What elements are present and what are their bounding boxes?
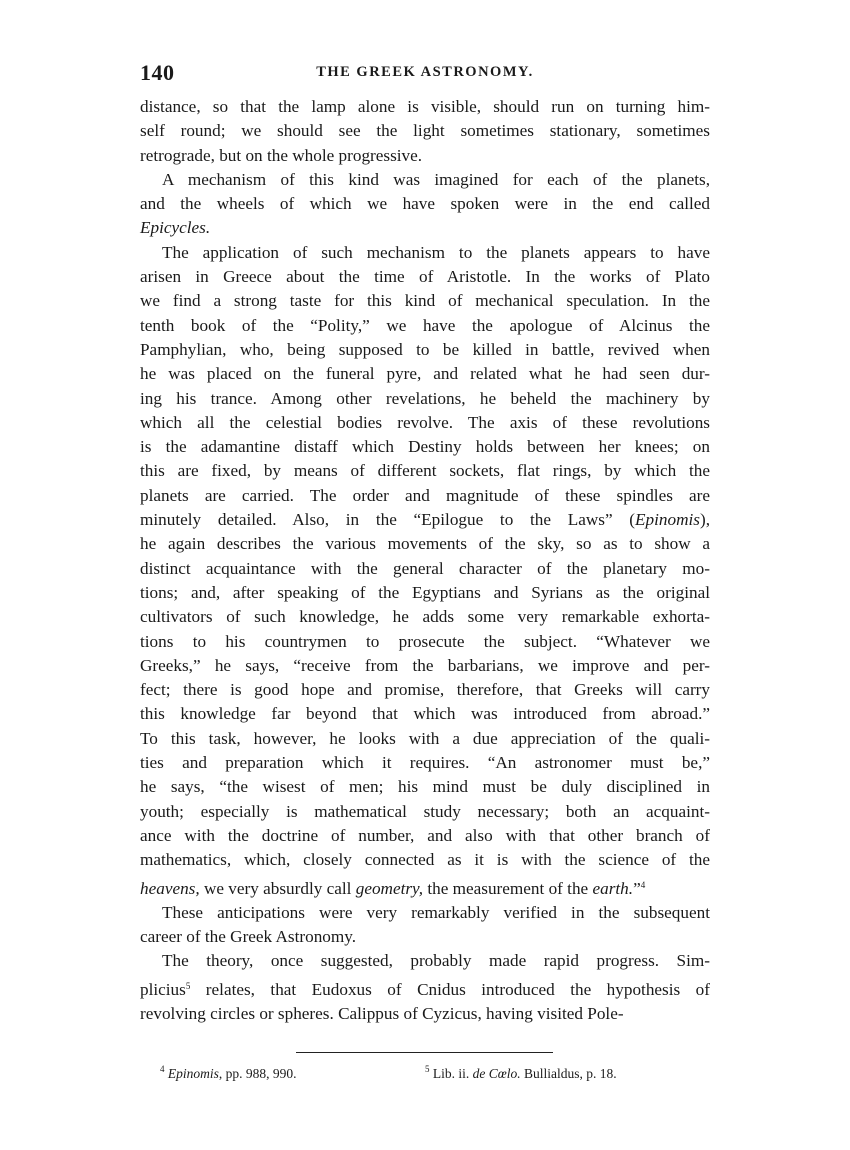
text-line: mathematics, which, closely connected as it is with the science of the [140,850,710,870]
text-line: To this task, however, he looks with a due appreciation of the quali- [140,728,710,748]
text-line: which all the celestial bodies revolve. The axis of these revolutions [140,412,710,432]
text-line: Pamphylian, who, being supposed to be killed in battle, revived when [140,339,710,359]
text-line: is the adamantine distaff which Destiny holds between her knees; on [140,437,710,457]
text-line: ing his trance. Among other revelations, he beheld the machinery by [140,388,710,408]
footnotes [160,1064,700,1086]
text-line: tenth book of the “Polity,” we have the apologue of Alcinus the [140,315,710,335]
text-line: we find a strong taste for this kind of mechanical speculation. In the [140,291,710,311]
text-line: self round; we should see the light sometimes stationary, sometimes [140,121,710,141]
paragraph [140,901,710,950]
text-line: he again describes the various movements of the sky, so as to show a [140,534,710,554]
text-line: Epicycles. [140,218,211,238]
running-title: THE GREEK ASTRONOMY. [316,64,534,80]
text-line: minutely detailed. Also, in the “Epilogue to the Laws” (Epinomis), [140,510,710,530]
page-number: 140 [140,60,175,85]
text-line: tions to his countrymen to prosecute the subject. “Whatever we [140,631,710,651]
text-line: arisen in Greece about the time of Aristotle. In the works of Plato [140,267,710,287]
paragraph [140,168,710,241]
text-line: revolving circles or spheres. Calippus of Cyzicus, having visited Pole- [140,1003,624,1023]
text-line: The application of such mechanism to the planets appears to have [162,242,710,262]
text-line: heavens, we very absurdly call geometry, the measurement of the earth.”$^4$ [140,878,646,898]
paragraph [140,241,710,901]
footnote-rule [296,1052,553,1053]
text-line: cultivators of such knowledge, he adds some very remarkable exhorta- [140,607,710,627]
text-line: planets are carried. The order and magnitude of these spindles are [140,485,710,505]
paragraph [140,95,710,168]
text-line: youth; especially is mathematical study necessary; both an acquaint- [140,801,710,821]
text-line: and the wheels of which we have spoken were in the end called [140,194,710,214]
text-line: The theory, once suggested, probably made rapid progress. Sim- [162,951,710,971]
text-line: he says, “the wisest of men; his mind must be duly disciplined in [140,777,710,797]
page-header [140,60,710,86]
text-line: tions; and, after speaking of the Egyptians and Syrians as the original [140,582,710,602]
text-line: A mechanism of this kind was imagined for each of the planets, [162,169,710,189]
text-line: this knowledge far beyond that which was introduced from abroad.” [140,704,710,724]
paragraph [140,949,710,1026]
text-line: distinct acquaintance with the general character of the planetary mo- [140,558,710,578]
text-line: this are fixed, by means of different sockets, flat rings, by which the [140,461,710,481]
text-line: retrograde, but on the whole progressive. [140,145,423,165]
text-line: ance with the doctrine of number, and also with that other branch of [140,825,710,845]
text-line: These anticipations were very remarkably verified in the subsequent [162,902,710,922]
footnote-4: $^4$ Epinomis, pp. 988, 990. [160,1064,297,1081]
text-line: Greeks,” he says, “receive from the barbarians, we improve and per- [140,655,710,675]
footnote-5: $^5$ Lib. ii. de Cœlo. Bullialdus, p. 18. [425,1064,617,1081]
text-line: plicius$^5$ relates, that Eudoxus of Cnidus introduced the hypothesis of [140,979,710,999]
text-line: fect; there is good hope and promise, therefore, that Greeks will carry [140,680,710,700]
text-line: distance, so that the lamp alone is visible, should run on turning him- [140,97,710,116]
text-line: career of the Greek Astronomy. [140,927,357,947]
text-line: he was placed on the funeral pyre, and related what he had seen dur- [140,364,710,384]
body-text [140,95,710,1026]
text-line: ties and preparation which it requires. “An astronomer must be,” [140,753,710,773]
